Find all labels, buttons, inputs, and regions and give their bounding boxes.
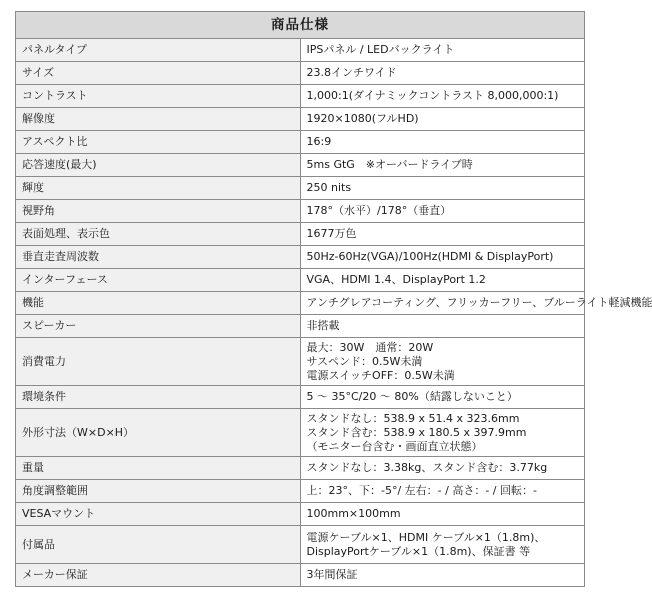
spec-value: [300, 177, 585, 200]
spec-row: [16, 200, 585, 223]
spec-row: [16, 246, 585, 269]
spec-label: スピーカー: [16, 315, 301, 338]
spec-row: [16, 62, 585, 85]
spec-value: [300, 62, 585, 85]
spec-row: [16, 131, 585, 154]
spec-value: [300, 269, 585, 292]
spec-label: 機能: [16, 292, 301, 315]
spec-label: VESAマウント: [16, 503, 301, 526]
spec-value-line: アンチグレアコーティング、フリッカーフリー、ブルーライト軽減機能: [306, 296, 652, 309]
spec-row: [16, 409, 585, 457]
spec-value-line: 1920×1080(フルHD): [306, 112, 419, 125]
spec-row: [16, 39, 585, 62]
spec-label: コントラスト: [16, 85, 301, 108]
spec-label: 応答速度(最大): [16, 154, 301, 177]
spec-value-line: スタンドなし：3.38kg、スタンド含む：3.77kg: [306, 461, 548, 474]
spec-row: [16, 154, 585, 177]
spec-table-body: [16, 39, 652, 587]
spec-value-line: 250 nits: [306, 181, 352, 194]
spec-label: 輝度: [16, 177, 301, 200]
spec-value-line: スタンドなし：538.9 x 51.4 x 323.6mm: [306, 411, 520, 425]
spec-value-line: 5 ～ 35°C/20 ～ 80%（結露しないこと）: [306, 390, 518, 403]
spec-row: [16, 85, 585, 108]
spec-label: 解像度: [16, 108, 301, 131]
spec-row: [16, 457, 585, 480]
spec-value: [300, 39, 585, 62]
spec-value-line: 電源スイッチOFF：0.5W未満: [306, 368, 455, 382]
spec-value-line: 23.8インチワイド: [306, 66, 397, 79]
spec-value: [300, 292, 652, 315]
spec-row: [16, 292, 585, 315]
spec-value-line: IPSパネル / LEDバックライト: [306, 43, 455, 56]
spec-label: 重量: [16, 457, 301, 480]
spec-label: パネルタイプ: [16, 39, 301, 62]
spec-value: [300, 386, 585, 409]
spec-value-line: 非搭載: [306, 319, 340, 332]
spec-row: [16, 177, 585, 200]
spec-row: [16, 386, 585, 409]
spec-row: [16, 564, 585, 587]
spec-value: [300, 315, 585, 338]
spec-row: [16, 338, 585, 386]
spec-row: [16, 269, 585, 292]
spec-label: アスペクト比: [16, 131, 301, 154]
spec-value: [300, 223, 585, 246]
spec-value-line: DisplayPortケーブル×1（1.8m)、保証書 等: [306, 544, 531, 558]
spec-label: 外形寸法（W×D×H）: [16, 409, 301, 457]
spec-label: 消費電力: [16, 338, 301, 386]
spec-table-title: 商品仕様: [16, 12, 585, 39]
spec-row: [16, 108, 585, 131]
spec-label: サイズ: [16, 62, 301, 85]
spec-value-line: 上：23°、下：-5°/ 左右：- / 高さ：- / 回転：-: [306, 484, 537, 497]
spec-label: 環境条件: [16, 386, 301, 409]
spec-row: [16, 503, 585, 526]
spec-value-line: 178°（水平）/178°（垂直）: [306, 204, 452, 217]
spec-value-line: スタンド含む：538.9 x 180.5 x 397.9mm: [306, 425, 527, 439]
spec-label: 表面処理、表示色: [16, 223, 301, 246]
spec-value-line: 1677万色: [306, 227, 357, 240]
spec-value: [300, 457, 585, 480]
spec-value-line: 最大：30W 通常：20W: [306, 340, 434, 354]
spec-label: インターフェース: [16, 269, 301, 292]
spec-value: [300, 526, 585, 564]
spec-row: [16, 315, 585, 338]
spec-value-line: 5ms GtG ※オーバードライブ時: [306, 158, 473, 171]
spec-label: メーカー保証: [16, 564, 301, 587]
spec-row: [16, 480, 585, 503]
spec-value: [300, 85, 585, 108]
spec-table: [15, 11, 652, 587]
spec-value-line: 100mm×100mm: [306, 507, 401, 520]
spec-value-line: 1,000:1(ダイナミックコントラスト 8,000,000:1): [306, 89, 559, 102]
spec-value: [300, 108, 585, 131]
spec-row: [16, 223, 585, 246]
spec-value-line: VGA、HDMI 1.4、DisplayPort 1.2: [306, 273, 486, 286]
spec-value: [300, 564, 585, 587]
spec-value: [300, 200, 585, 223]
spec-value: [300, 338, 585, 386]
spec-label: 角度調整範囲: [16, 480, 301, 503]
spec-value: [300, 409, 585, 457]
spec-label: 垂直走査周波数: [16, 246, 301, 269]
spec-label: 付属品: [16, 526, 301, 564]
spec-value: [300, 131, 585, 154]
spec-sheet: [15, 11, 652, 587]
spec-value-line: 16:9: [306, 135, 332, 148]
spec-value-line: サスペンド：0.5W未満: [306, 354, 423, 368]
spec-value: [300, 246, 585, 269]
spec-value-line: 50Hz-60Hz(VGA)/100Hz(HDMI & DisplayPort): [306, 250, 554, 263]
spec-row: [16, 526, 585, 564]
spec-value: [300, 154, 585, 177]
spec-label: 視野角: [16, 200, 301, 223]
spec-value-line: （モニター台含む・画面直立状態）: [306, 439, 483, 453]
spec-value: [300, 503, 585, 526]
spec-value-line: 3年間保証: [306, 568, 358, 581]
spec-value: [300, 480, 585, 503]
spec-value-line: 電源ケーブル×1、HDMI ケーブル×1（1.8m)、: [306, 530, 546, 544]
